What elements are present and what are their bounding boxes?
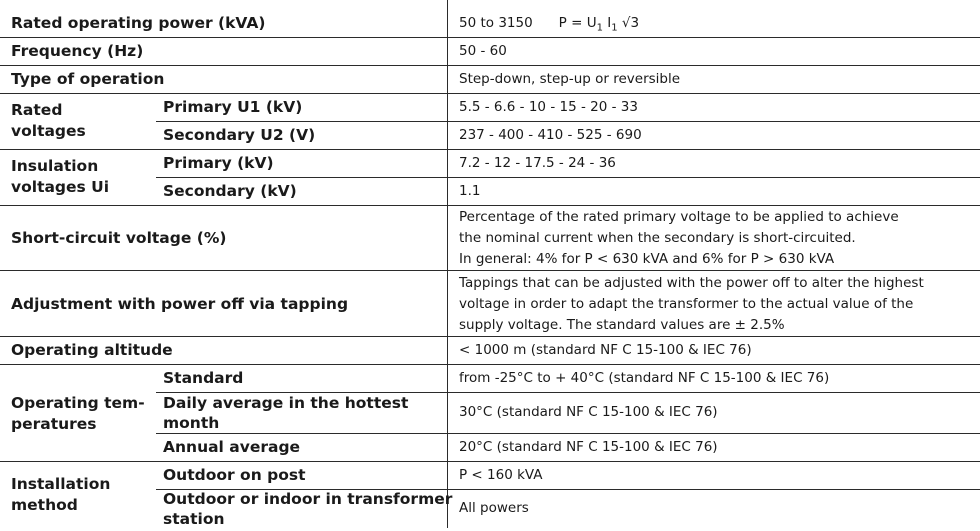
install-station-value: All powers [459,500,529,516]
type-value: Step-down, step-up or reversible [459,71,681,87]
install-station-label: Outdoor or indoor in transformer [163,490,453,508]
row-divider [0,205,980,206]
insulation-label-2: voltages Ui [11,178,110,196]
rated-primary-label: Primary U1 (kV) [163,98,303,116]
insulation-primary-label: Primary (kV) [163,154,274,172]
type-label: Type of operation [11,70,165,88]
row-divider [156,433,980,434]
temp-standard-label: Standard [163,369,244,387]
row-divider [156,177,980,178]
tapping-line-1: Tappings that can be adjusted with the power off to alter the highest [459,275,924,291]
insulation-secondary-label: Secondary (kV) [163,182,297,200]
rated-primary-value: 5.5 - 6.6 - 10 - 15 - 20 - 33 [459,99,638,115]
install-station-label-2: station [163,510,225,528]
rated-secondary-label: Secondary U2 (V) [163,126,316,144]
short-circuit-line-1: Percentage of the rated primary voltage to be applied to achieve [459,209,899,225]
row-divider [156,121,980,122]
temp-daily-label: Daily average in the hottest [163,394,409,412]
tapping-line-3: supply voltage. The standard values are ± 2.5% [459,317,785,333]
rated-voltages-label-2: voltages [11,122,86,140]
altitude-value: < 1000 m (standard NF C 15-100 & IEC 76) [459,342,752,358]
insulation-label: Insulation [11,157,99,175]
tapping-label: Adjustment with power off via tapping [11,295,349,313]
temp-daily-value: 30°C (standard NF C 15-100 & IEC 76) [459,404,718,420]
column-divider [447,0,448,528]
insulation-primary-value: 7.2 - 12 - 17.5 - 24 - 36 [459,155,616,171]
power-value [459,14,639,38]
temp-annual-value: 20°C (standard NF C 15-100 & IEC 76) [459,439,718,455]
temp-standard-value: from -25°C to + 40°C (standard NF C 15-100 & IEC 76) [459,370,830,386]
frequency-value: 50 - 60 [459,43,507,59]
insulation-secondary-value: 1.1 [459,183,481,199]
temp-annual-label: Annual average [163,438,301,456]
row-divider [0,461,980,462]
short-circuit-label: Short-circuit voltage (%) [11,229,227,247]
power-range: 50 to 3150 [459,15,533,31]
power-formula: $P = U_1$ $I_1$ √3 [558,15,640,34]
temperatures-label: Operating tem- [11,394,145,412]
installation-label-2: method [11,496,78,514]
install-outdoor-label: Outdoor on post [163,466,306,484]
row-divider [0,65,980,66]
row-divider [0,93,980,94]
short-circuit-line-3: In general: 4% for P < 630 kVA and 6% for P > 630 kVA [459,251,835,267]
row-divider [0,149,980,150]
temp-daily-label-2: month [163,414,220,432]
rated-voltages-label: Rated [11,101,63,119]
row-divider [0,336,980,337]
temperatures-label-2: peratures [11,415,97,433]
power-label: Rated operating power (kVA) [11,14,266,32]
row-divider [0,364,980,365]
row-divider [0,270,980,271]
frequency-label: Frequency (Hz) [11,42,144,60]
tapping-line-2: voltage in order to adapt the transformer to the actual value of the [459,296,914,312]
rated-secondary-value: 237 - 400 - 410 - 525 - 690 [459,127,642,143]
install-outdoor-value: P < 160 kVA [459,467,543,483]
altitude-label: Operating altitude [11,341,173,359]
installation-label: Installation [11,475,111,493]
short-circuit-line-2: the nominal current when the secondary is short-circuited. [459,230,856,246]
